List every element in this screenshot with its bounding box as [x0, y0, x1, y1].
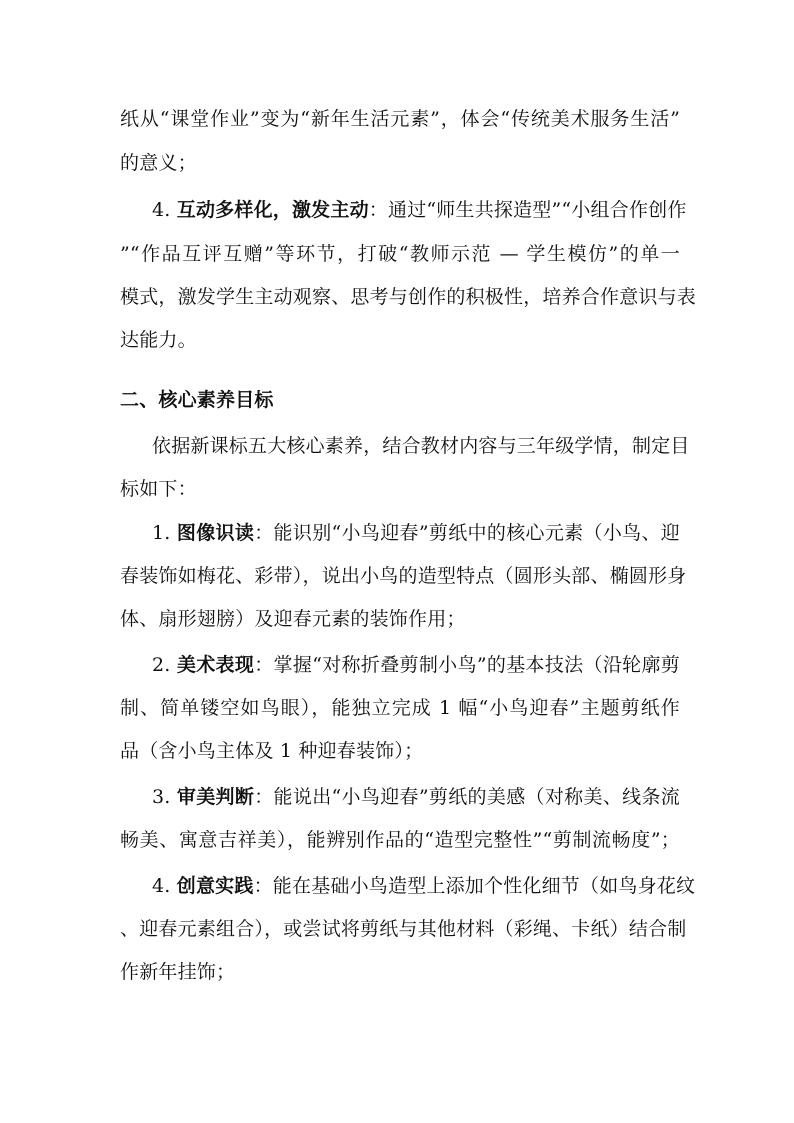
item-number: 2. — [152, 654, 177, 676]
item-title: 审美判断 — [176, 786, 255, 808]
paragraph-line: 标如下： — [120, 478, 197, 500]
item-title: 图像识读 — [176, 522, 255, 544]
item-number: 1. — [152, 522, 177, 544]
item-text: ：能识别“小鸟迎春”剪纸中的核心元素（小鸟、迎 — [254, 522, 680, 544]
paragraph-line: 品（含小鸟主体及 1 种迎春装饰）； — [120, 740, 424, 762]
paragraph-line: 制、简单镂空如鸟眼），能独立完成 1 幅“小鸟迎春”主题剪纸作 — [120, 697, 680, 719]
item-number: 4. — [152, 875, 177, 897]
paragraph-line: 达能力。 — [120, 329, 197, 351]
paragraph-line: 模式，激发学生主动观察、思考与创作的积极性，培养合作意识与表 — [120, 286, 697, 308]
item-title: 互动多样化，激发主动 — [176, 199, 369, 221]
paragraph-line: 作新年挂饰； — [120, 961, 236, 983]
paragraph-line: 春装饰如梅花、彩带），说出小鸟的造型特点（圆形头部、椭圆形身 — [120, 565, 687, 587]
paragraph-line: 、迎春元素组合），或尝试将剪纸与其他材料（彩绳、卡纸）结合制 — [120, 918, 687, 940]
paragraph-line: 体、扇形翅膀）及迎春元素的装饰作用； — [120, 608, 466, 630]
item-text: ：通过“师生共探造型”“小组合作创作 — [368, 199, 687, 221]
paragraph-line: ”“作品互评互赠”等环节，打破“教师示范 — 学生模仿”的单一 — [120, 243, 680, 265]
item-number: 4. — [152, 199, 177, 221]
paragraph-line: 纸从“课堂作业”变为“新年生活元素”，体会“传统美术服务生活” — [120, 108, 680, 130]
paragraph-line: 畅美、寓意吉祥美），能辨别作品的“造型完整性”“剪制流畅度”； — [120, 829, 680, 851]
list-item-art-expression — [152, 651, 680, 679]
paragraph-line: 依据新课标五大核心素养，结合教材内容与三年级学情，制定目 — [152, 435, 690, 457]
list-item-interaction — [152, 196, 687, 224]
item-text: ：掌握“对称折叠剪制小鸟”的基本技法（沿轮廓剪 — [254, 654, 680, 676]
paragraph-line: 的意义； — [120, 152, 197, 174]
list-item-aesthetic-judgment — [152, 783, 680, 811]
item-number: 3. — [152, 786, 177, 808]
list-item-image-reading — [152, 519, 680, 547]
item-text: ：能说出“小鸟迎春”剪纸的美感（对称美、线条流 — [254, 786, 680, 808]
item-text: ：能在基础小鸟造型上添加个性化细节（如鸟身花纹 — [253, 875, 696, 897]
list-item-creative-practice — [152, 872, 696, 900]
item-title: 美术表现 — [176, 654, 255, 676]
item-title: 创意实践 — [176, 875, 254, 897]
section-heading: 二、核心素养目标 — [120, 389, 274, 411]
